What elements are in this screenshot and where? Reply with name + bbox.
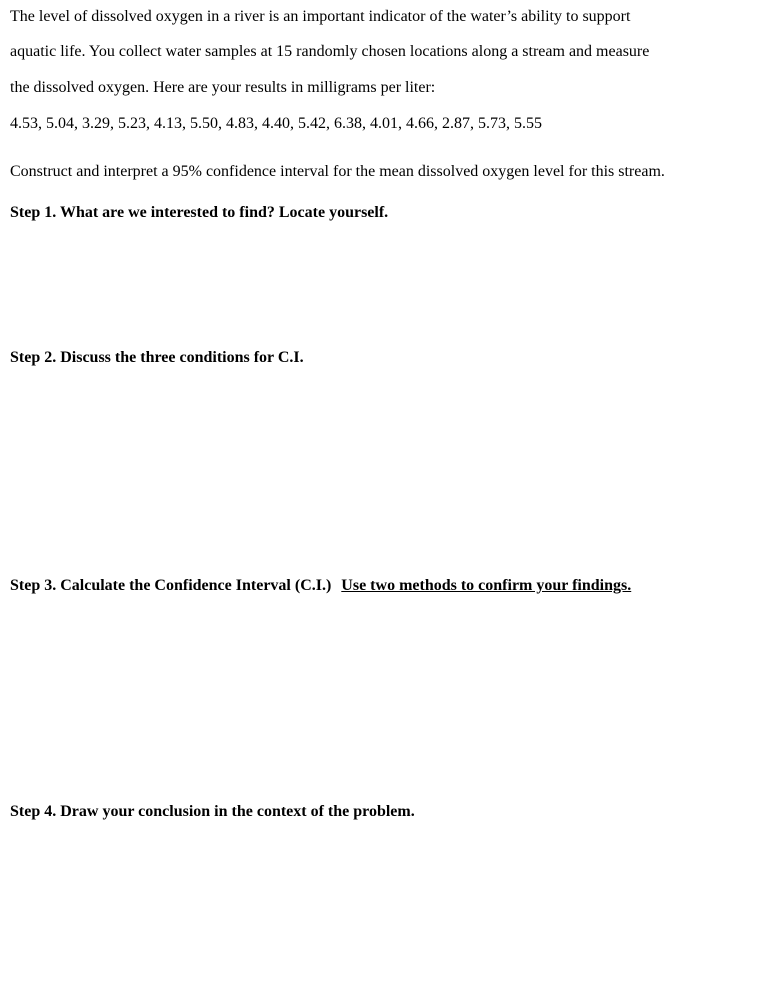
step-1-heading: Step 1. What are we interested to find? Locate yourself. [10,204,389,221]
step-3-underlined-text: Use two methods to confirm your findings. [341,577,632,594]
step-2-heading: Step 2. Discuss the three conditions for C.I. [10,349,304,366]
step-3-heading [10,576,631,596]
intro-line-2: aquatic life. You collect water samples at 15 randomly chosen locations along a stream and measure [10,43,650,60]
intro-line-3: the dissolved oxygen. Here are your results in milligrams per liter: [10,79,436,96]
step-3-main-text: Step 3. Calculate the Confidence Interval (C.I.) [10,577,332,594]
task-statement: Construct and interpret a 95% confidence interval for the mean dissolved oxygen level for this stream. [10,163,665,180]
intro-line-1: The level of dissolved oxygen in a river is an important indicator of the water’s ability to support [10,8,631,25]
data-values: 4.53, 5.04, 3.29, 5.23, 4.13, 5.50, 4.83, 4.40, 5.42, 6.38, 4.01, 4.66, 2.87, 5.73, 5.55 [10,115,542,132]
step-4-heading: Step 4. Draw your conclusion in the context of the problem. [10,803,415,820]
